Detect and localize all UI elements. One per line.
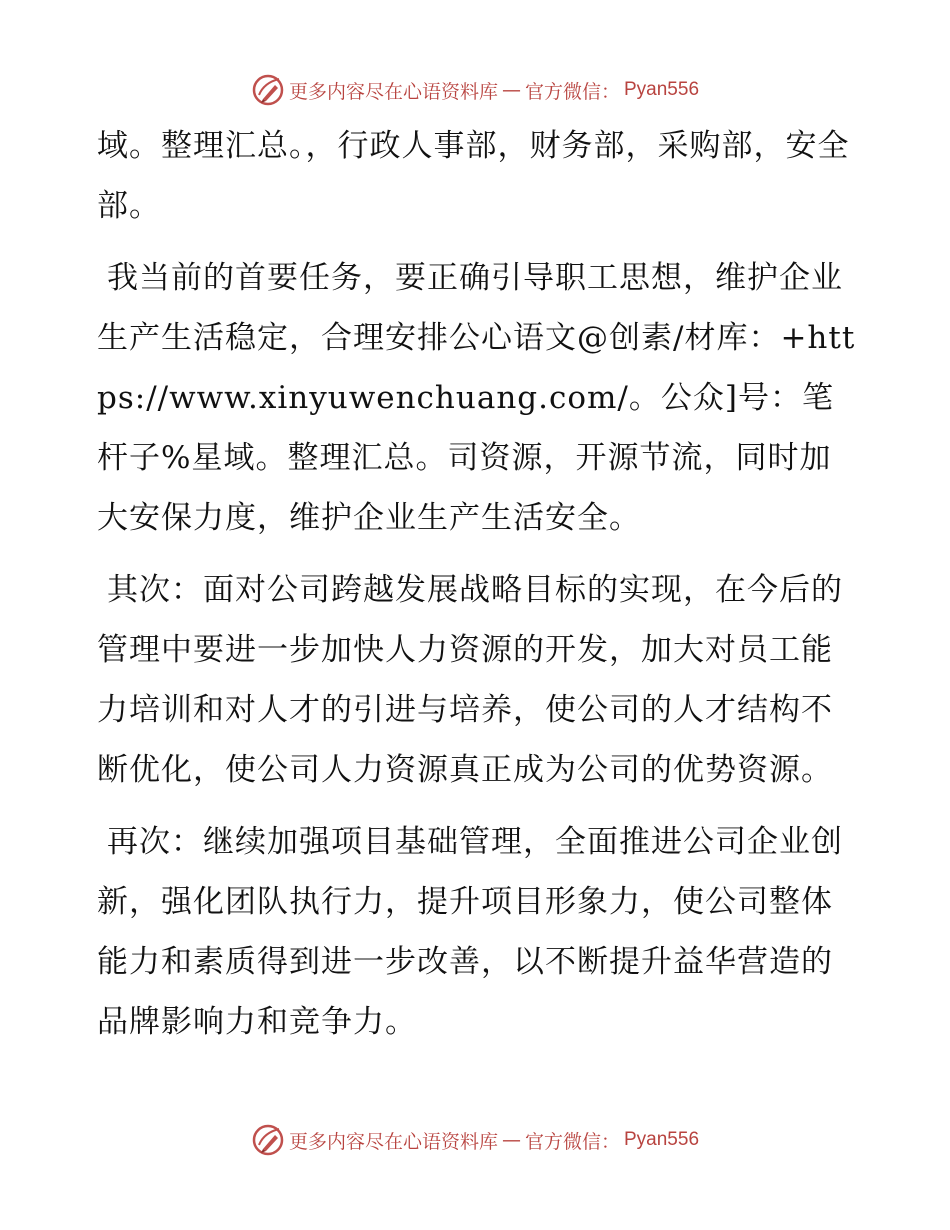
pen-logo-icon xyxy=(251,73,285,107)
footer-wechat-label: 官方微信： xyxy=(524,1130,620,1153)
header-separator: — xyxy=(501,79,521,101)
document-body xyxy=(97,116,857,1064)
paragraph-4: 再次：继续加强项目基础管理，全面推进公司企业创新，强化团队执行力，提升项目形象力，使公司整体能力和素质得到进一步改善，以不断提升益华营造的品牌影响力和竞争力。 xyxy=(97,824,843,1040)
header-wechat-account: Pyan556 xyxy=(624,79,700,100)
footer-banner-text: 更多内容尽在心语资料库 xyxy=(288,1130,498,1153)
header-banner-text: 更多内容尽在心语资料库 xyxy=(288,80,498,103)
header-wechat-label: 官方微信： xyxy=(524,80,620,103)
footer-separator: — xyxy=(501,1129,521,1151)
paragraph-1: 域。整理汇总。，行政人事部，财务部，采购部，安全部。 xyxy=(97,128,850,224)
footer-banner xyxy=(0,1120,950,1160)
paragraph-2: 我当前的首要任务，要正确引导职工思想，维护企业生产生活稳定，合理安排公心语文@创素/材库：+https://www.xinyuwenchuang.com/。公众]号：笔杆子%星域。整理汇总。司资源，开源节流，同时加大安保力度，维护企业生产生活安全。 xyxy=(97,260,856,536)
header-banner xyxy=(0,70,950,110)
footer-wechat-account: Pyan556 xyxy=(624,1129,700,1150)
paragraph-3: 其次：面对公司跨越发展战略目标的实现，在今后的管理中要进一步加快人力资源的开发，加大对员工能力培训和对人才的引进与培养，使公司的人才结构不断优化，使公司人力资源真正成为公司的优势资源。 xyxy=(97,572,843,788)
pen-logo-icon xyxy=(251,1123,285,1157)
